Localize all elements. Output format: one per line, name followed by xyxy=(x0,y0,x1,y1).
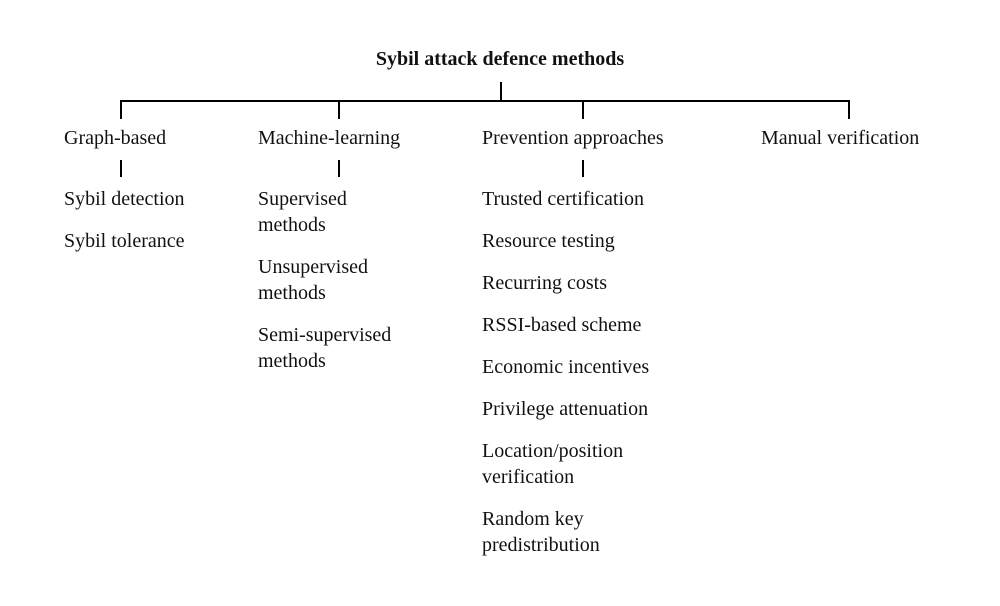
item-unsupervised-methods: Unsupervised methods xyxy=(258,256,368,304)
item-resource-testing: Resource testing xyxy=(482,230,615,252)
item-random-key-predistribution: Random key predistribution xyxy=(482,508,600,556)
item-trusted-certification: Trusted certification xyxy=(482,188,645,210)
category-graph-based: Graph-based xyxy=(64,127,167,149)
item-economic-incentives: Economic incentives xyxy=(482,356,650,378)
item-sybil-detection: Sybil detection xyxy=(64,188,185,210)
item-privilege-attenuation: Privilege attenuation xyxy=(482,398,649,420)
item-location-position-verification: Location/position verification xyxy=(482,440,624,488)
category-manual-verification: Manual verification xyxy=(761,127,920,149)
item-sybil-tolerance: Sybil tolerance xyxy=(64,230,185,252)
item-recurring-costs: Recurring costs xyxy=(482,272,607,294)
item-supervised-methods: Supervised methods xyxy=(258,188,347,236)
item-rssi-based-scheme: RSSI-based scheme xyxy=(482,314,642,336)
diagram-title: Sybil attack defence methods xyxy=(375,48,625,70)
item-semi-supervised-methods: Semi-supervised methods xyxy=(258,324,392,372)
category-machine-learning: Machine-learning xyxy=(258,127,401,149)
category-prevention-approaches: Prevention approaches xyxy=(482,127,664,149)
